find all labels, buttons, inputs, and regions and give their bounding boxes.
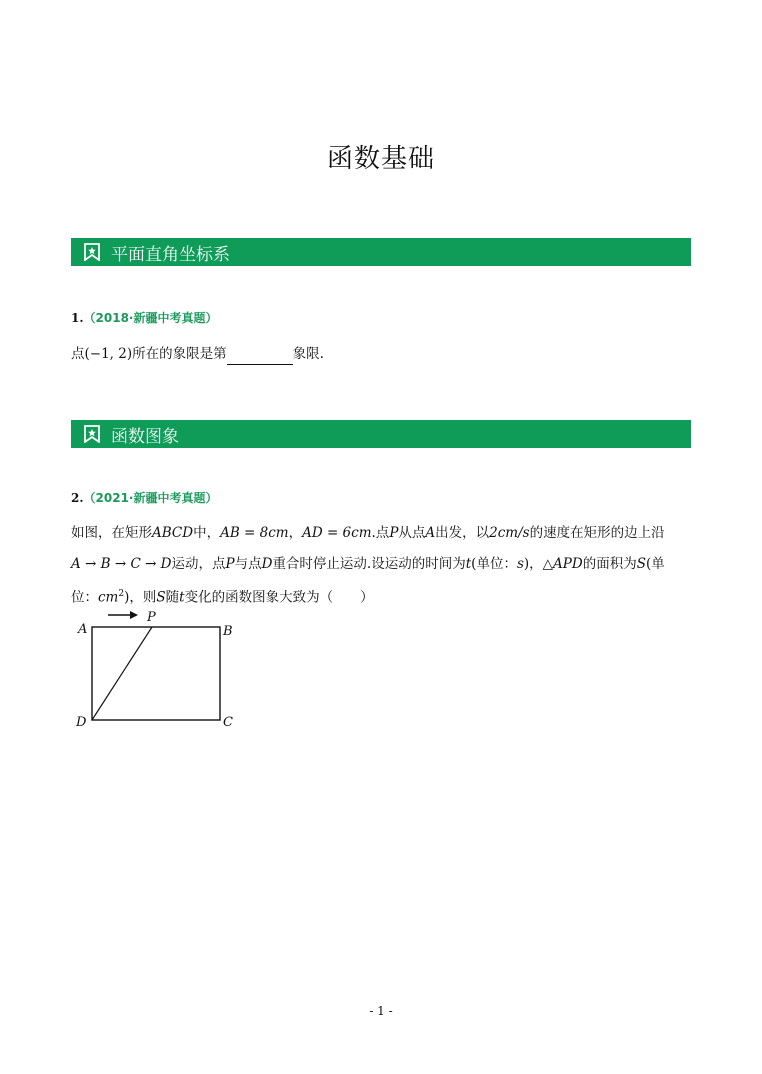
text-fragment: 从点 [398,525,426,541]
label-a: A [78,622,88,637]
text-fragment: 中， [193,525,221,541]
page-title: 函数基础 [326,144,435,174]
text-fragment: ， [288,525,303,541]
math-expr: AD = 6cm [302,525,372,541]
math-expr: AB = 8cm [220,525,289,541]
text-fragment: 如图，在矩形 [71,525,152,541]
question-text-line-2 [71,553,665,575]
section-header [71,420,691,448]
question-header [71,309,218,326]
text-fragment: 变化的函数图象大致为（ ） [184,589,374,606]
math-var: P [389,525,399,541]
question-text-line-1 [71,522,665,544]
rectangle-abcd [92,627,220,720]
text-fragment: .点 [371,525,390,541]
segment-pd [92,627,152,720]
text-fragment: 与点 [234,556,262,572]
rectangle-figure [72,605,242,730]
text-fragment: 点 [71,346,85,362]
math-expr: A → B → C → D [71,556,172,572]
math-var: S [636,556,646,572]
label-b: B [223,624,233,639]
section-title: 平面直角坐标系 [111,244,230,265]
label-d: D [76,715,87,730]
math-var: S [156,589,166,606]
math-var: P [225,556,235,572]
text-fragment: 位： [71,589,98,606]
text-fragment: 的面积为 [582,556,637,572]
text-fragment: (单 [645,556,665,572]
math-var: s [516,556,524,572]
text-fragment: 所在的象限是第 [132,346,227,362]
label-p: P [147,610,156,625]
question-source: （2018·新疆中考真题） [83,311,218,325]
math-sup: 2 [118,589,125,599]
text-fragment: 重合时停止运动.设运动的时间为 [272,556,466,572]
text-fragment: 随 [165,589,180,606]
text-fragment: 运动，点 [171,556,226,572]
math-var: ABCD [152,525,194,541]
text-fragment: )，则 [124,589,157,606]
math-var: t [465,556,472,572]
section-header [71,238,691,266]
question-number: 1. [71,311,84,325]
text-fragment: 出发，以 [435,525,490,541]
bookmark-star-icon [83,425,101,443]
bookmark-star-icon [83,243,101,261]
label-c: C [223,715,233,730]
text-fragment: (单位： [471,556,517,572]
text-fragment: 象限. [292,346,324,362]
math-expr: 2cm/s [489,525,530,541]
question-text [71,343,324,365]
math-var: D [261,556,273,572]
math-expr: △APD [542,556,583,572]
text-fragment: )， [523,556,543,572]
question-source: （2021·新疆中考真题） [83,491,218,505]
math-expr: cm [98,589,119,606]
text-fragment: 的速度在矩形的边上沿 [529,525,665,541]
math-point: (−1, 2) [84,346,133,362]
math-var: t [179,589,185,606]
answer-blank[interactable] [227,350,293,365]
direction-arrow-icon [108,611,138,619]
question-number: 2. [71,491,84,505]
section-title: 函数图象 [111,426,179,447]
math-var: A [425,525,436,541]
question-header [71,489,218,506]
page-number: - 1 - [369,1004,393,1018]
